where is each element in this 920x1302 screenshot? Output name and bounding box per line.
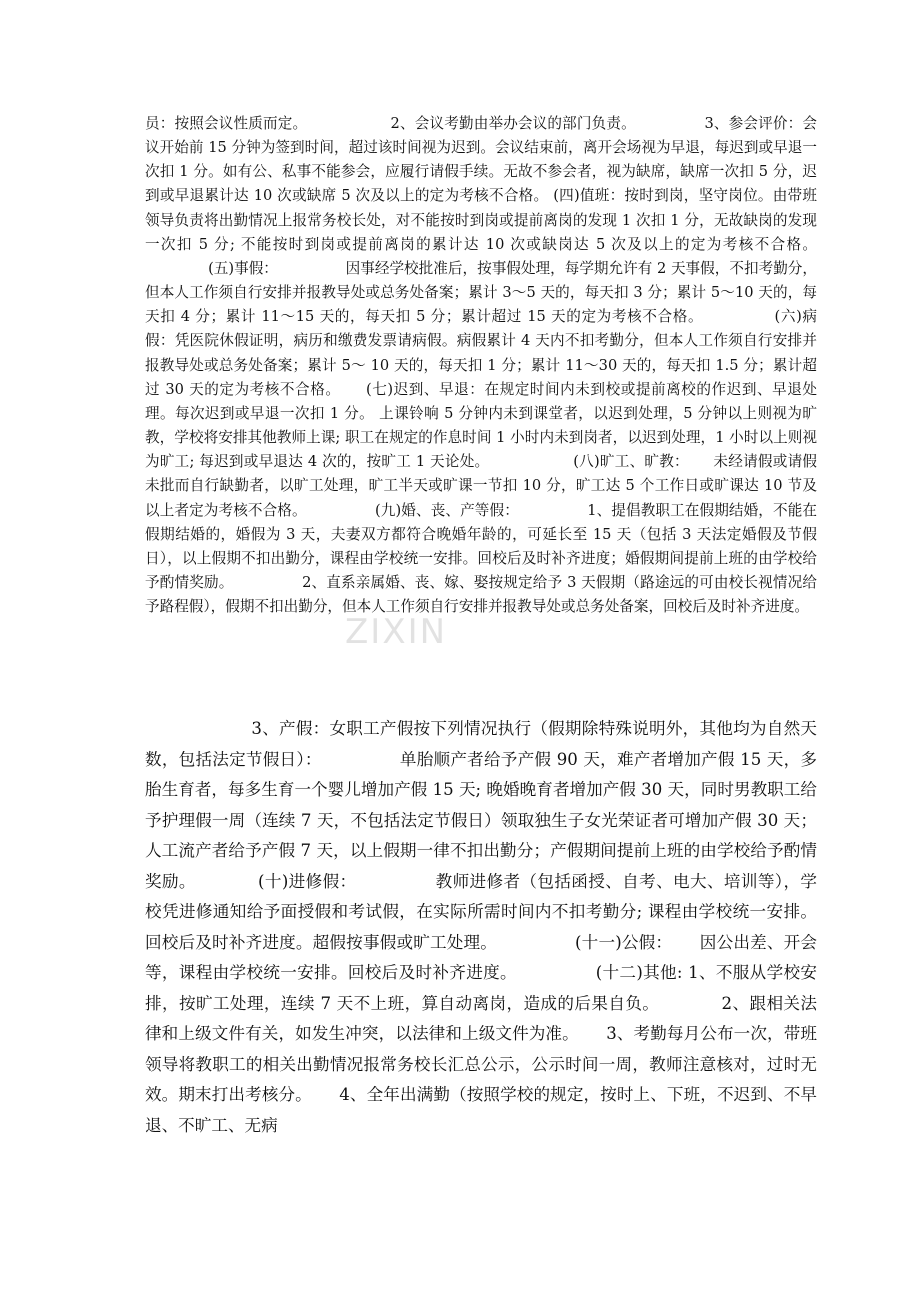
- body-text-section-1: 员：按照会议性质而定。 2、会议考勤由举办会议的部门负责。 3、参会评价：会议开始前 15 分钟为签到时间，超过该时间视为迟到。会议结束前，离开会场视为早退，每迟到或早退一次扣 1 分。如有公、私事不能参会，应履行请假手续。无故不参会者，视为缺席，缺席一次扣 5 分，迟到或早退累计达 10 次或缺席 5 次及以上的定为考核不合格。 (四)值班：按时到岗，坚守岗位。由带班领导负责将出勤情况上报常务校长处，对不能按时到岗或提前离岗的发现 1 次扣 1 分，无故缺岗的发现一次扣 5 分; 不能按时到岗或提前离岗的累计达 10 次或缺岗达 5 次及以上的定为考核不合格。 (五)事假： 因事经学校批准后，按事假处理，每学期允许有 2 天事假，不扣考勤分，但本人工作须自行安排并报教导处或总务处备案；累计 3～5 天的，每天扣 3 分；累计 5～10 天的，每天扣 4 分；累计 11～15 天的，每天扣 5 分；累计超过 15 天的定为考核不合格。 (六)病假：凭医院休假证明，病历和缴费发票请病假。病假累计 4 天内不扣考勤分，但本人工作须自行安排并报教导处或总务处备案；累计 5～ 10 天的，每天扣 1 分；累计 11～30 天的，每天扣 1.5 分；累计超过 30 天的定为考核不合格。 (七)迟到、早退：在规定时间内未到校或提前离校的作迟到、早退处理。每次迟到或早退一次扣 1 分。 上课铃响 5 分钟内未到课堂者，以迟到处理，5 分钟以上则视为旷教，学校将安排其他教师上课; 职工在规定的作息时间 1 小时内未到岗者，以迟到处理，1 小时以上则视为旷工; 每迟到或早退达 4 次的，按旷工 1 天论处。 (八)旷工、旷教： 未经请假或请假未批而自行缺勤者，以旷工处理，旷工半天或旷课一节扣 10 分，旷工达 5 个工作日或旷课达 10 节及以上者定为考核不合格。 (九)婚、丧、产等假： 1、提倡教职工在假期结婚，不能在假期结婚的，婚假为 3 天，夫妻双方都符合晚婚年龄的，可延长至 15 天（包括 3 天法定婚假及节假日），以上假期不扣出勤分，课程由学校统一安排。回校后及时补齐进度；婚假期间提前上班的由学校给予酌情奖励。 2、直系亲属婚、丧、嫁、娶按规定给予 3 天假期（路途远的可由校长视情况给予路程假），假期不扣出勤分，但本人工作须自行安排并报教导处或总务处备案，回校后及时补齐进度。: [145, 115, 817, 616]
- watermark: ZIXIN: [345, 612, 448, 652]
- body-text-section-2: 3、产假：女职工产假按下列情况执行（假期除特殊说明外，其他均为自然天数，包括法定节假日）： 单胎顺产者给予产假 90 天，难产者增加产假 15 天，多胎生育者，每多生育一个婴儿增加产假 15 天; 晚婚晚育者增加产假 30 天，同时男教职工给予护理假一周（连续 7 天，不包括法定节假日）领取独生子女光荣证者可增加产假 30 天；人工流产者给予产假 7 天，以上假期一律不扣出勤分；产假期间提前上班的由学校给予酌情奖励。 (十)进修假： 教师进修者（包括函授、自考、电大、培训等），学校凭进修通知给予面授假和考试假，在实际所需时间内不扣考勤分; 课程由学校统一安排。回校后及时补齐进度。超假按事假或旷工处理。 (十一)公假： 因公出差、开会等，课程由学校统一安排。回校后及时补齐进度。 (十二)其他: 1、不服从学校安排，按旷工处理，连续 7 天不上班，算自动离岗，造成的后果自负。 2、跟相关法律和上级文件有关，如发生冲突，以法律和上级文件为准。 3、考勤每月公布一次，带班领导将教职工的相关出勤情况报常务校长汇总公示，公示时间一周，教师注意核对，过时无效。期末打出考核分。 4、全年出满勤（按照学校的规定，按时上、下班，不迟到、不早退、不旷工、无病: [145, 719, 817, 1135]
